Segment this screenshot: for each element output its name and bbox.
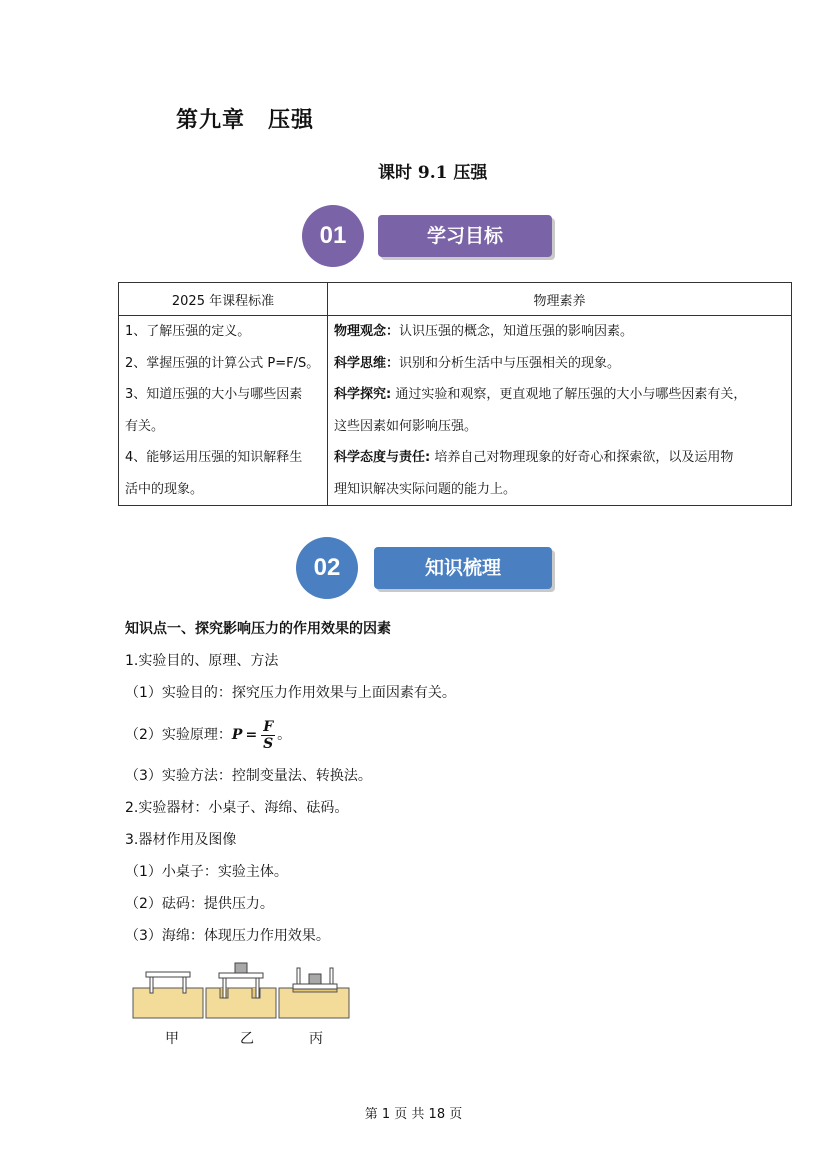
knowledge-point-heading: 知识点一、探究影响压力的作用效果的因素 xyxy=(125,621,391,637)
chapter-title: 第九章 压强 xyxy=(176,107,315,133)
standard-line: 3、知道压强的大小与哪些因素 xyxy=(125,387,303,402)
literacy-cell xyxy=(328,316,792,506)
principle-line xyxy=(125,716,291,754)
standard-line: 1、了解压强的定义。 xyxy=(125,324,251,339)
table-header-row xyxy=(119,283,792,316)
standard-line: 2、掌握压强的计算公式 P=F/S。 xyxy=(125,355,320,371)
literacy-line xyxy=(334,348,785,380)
table-header: 物理素养 xyxy=(328,283,792,316)
item-line: （3）海绵：体现压力作用效果。 xyxy=(125,928,330,944)
standards-table xyxy=(118,282,792,506)
experiment-figure xyxy=(128,960,358,1025)
item-line: （3）实验方法：控制变量法、转换法。 xyxy=(125,768,372,784)
standard-line: 4、能够运用压强的知识解释生 xyxy=(125,450,303,465)
literacy-label: 科学态度与责任: xyxy=(334,450,431,465)
pressure-formula xyxy=(232,719,275,752)
section-banner-goals xyxy=(302,205,562,267)
formula-denominator: S xyxy=(263,735,274,752)
item-heading: 1.实验目的、原理、方法 xyxy=(125,653,279,669)
literacy-text: 这些因素如何影响压强。 xyxy=(334,418,478,434)
literacy-label: 物理观念： xyxy=(334,324,400,339)
standard-line: 活中的现象。 xyxy=(125,481,204,497)
sponge-yi xyxy=(206,988,276,1018)
page-footer: 第 1 页 共 18 页 xyxy=(364,1107,463,1122)
literacy-line xyxy=(334,442,785,474)
formula-equals: = xyxy=(245,727,258,743)
literacy-text: 识别和分析生活中与压强相关的现象。 xyxy=(399,355,621,371)
literacy-line xyxy=(334,316,785,348)
sponge-bing xyxy=(279,988,349,1018)
table-row xyxy=(119,316,792,506)
section-label: 学习目标 xyxy=(378,215,552,257)
formula-end: 。 xyxy=(277,727,292,743)
literacy-text: 培养自己对物理现象的好奇心和探索欲，以及运用物 xyxy=(430,450,734,465)
lesson-title: 课时 9.1 压强 xyxy=(378,163,488,183)
literacy-label: 科学探究: xyxy=(334,387,392,402)
formula-numerator: F xyxy=(263,718,274,735)
table-header: 2025 年课程标准 xyxy=(119,283,328,316)
item-line: （1）小桌子：实验主体。 xyxy=(125,864,288,880)
section-number: 02 xyxy=(313,554,341,581)
table-inverted xyxy=(293,968,337,989)
literacy-text: 理知识解决实际问题的能力上。 xyxy=(334,481,517,497)
item-line: （2）实验原理： xyxy=(125,727,232,743)
sponge-jia xyxy=(133,988,203,1018)
literacy-line xyxy=(334,379,785,411)
section-banner-knowledge xyxy=(296,537,556,599)
section-label: 知识梳理 xyxy=(374,547,552,589)
literacy-text: 通过实验和观察，更直观地了解压强的大小与哪些因素有关， xyxy=(391,387,747,402)
literacy-text: 认识压强的概念，知道压强的影响因素。 xyxy=(399,324,634,339)
section-number: 01 xyxy=(319,222,347,249)
formula-fraction xyxy=(261,719,275,752)
figure-caption: 乙 xyxy=(240,1031,254,1047)
figure-caption: 甲 xyxy=(165,1031,179,1047)
standard-line: 有关。 xyxy=(125,418,165,434)
literacy-line xyxy=(334,411,785,443)
literacy-label: 科学思维： xyxy=(334,355,400,371)
item-line: （2）砝码：提供压力。 xyxy=(125,896,274,912)
curriculum-standards-cell xyxy=(119,316,328,506)
item-heading: 2.实验器材：小桌子、海绵、砝码。 xyxy=(125,800,349,816)
figure-caption: 丙 xyxy=(309,1031,323,1047)
item-line: （1）实验目的：探究压力作用效果与上面因素有关。 xyxy=(125,685,456,701)
formula-lhs: P xyxy=(231,727,243,743)
item-heading: 3.器材作用及图像 xyxy=(125,832,237,848)
literacy-line xyxy=(334,474,785,506)
